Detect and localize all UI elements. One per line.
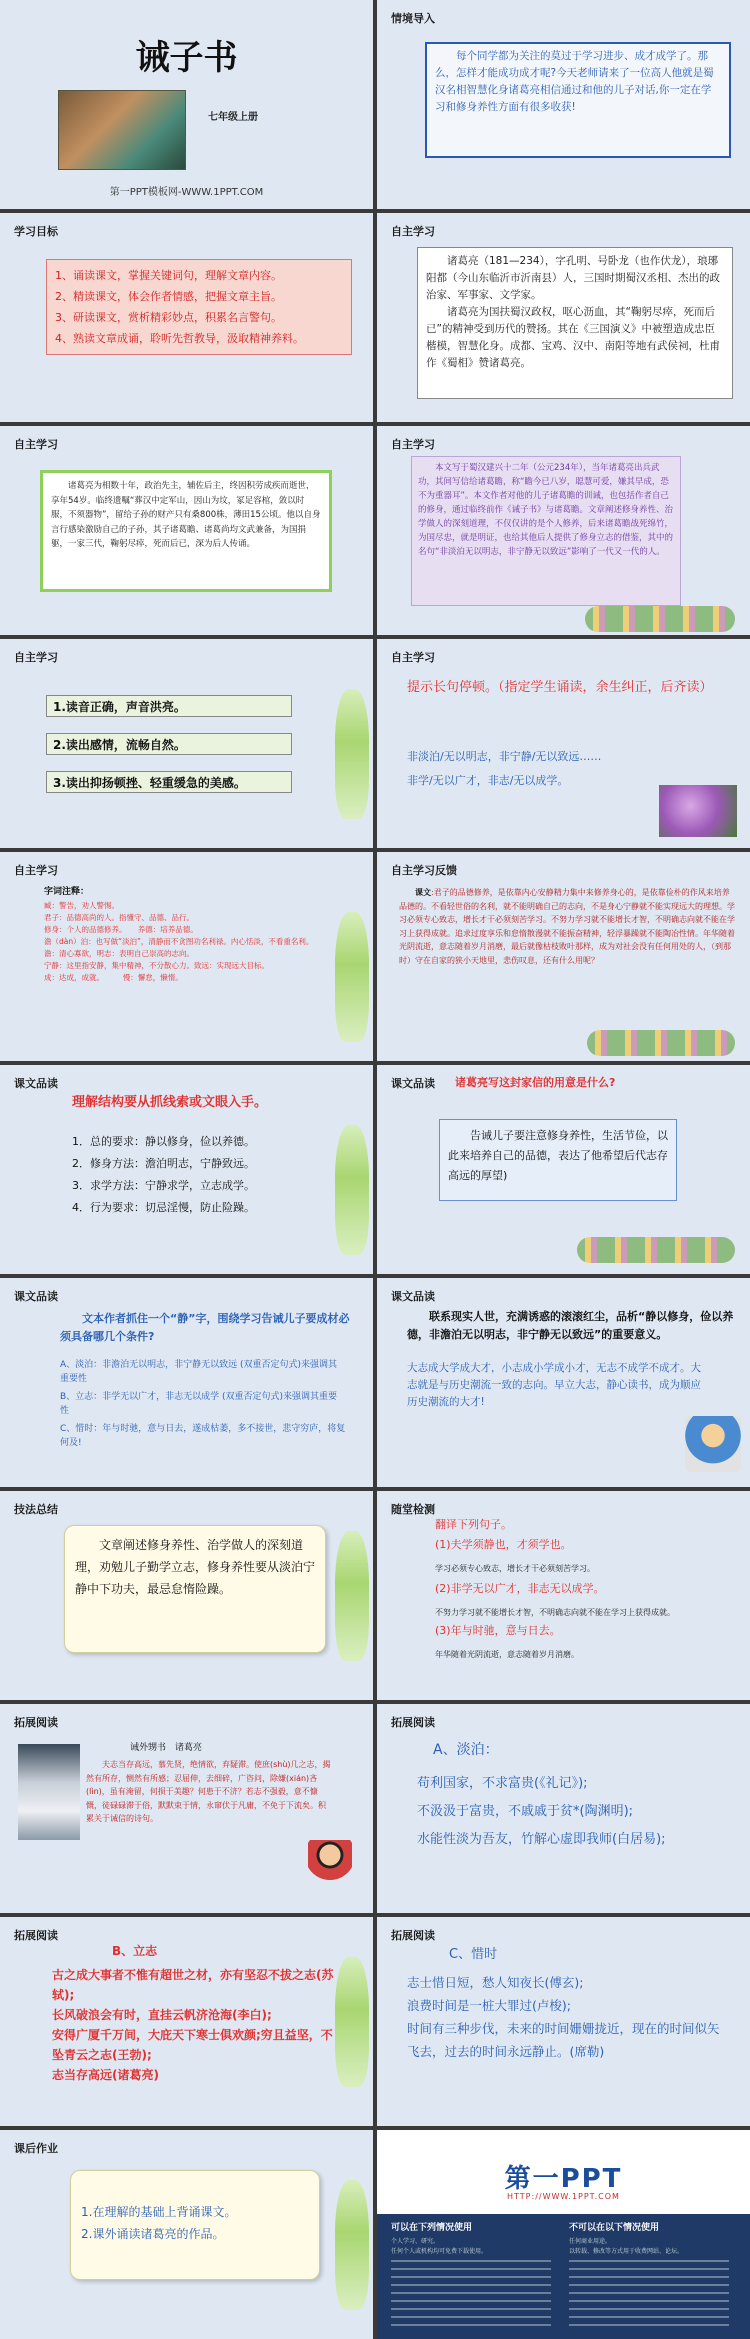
flower-decoration <box>585 606 735 632</box>
reading-item-2 <box>46 733 292 755</box>
forbidden-title: 不可以在以下情况使用 <box>569 2223 660 2233</box>
slide-heading: 课文品读 <box>14 1290 58 1303</box>
homework-item: 2.课外诵读诸葛亮的作品。 <box>81 2227 225 2241</box>
goal-item: 1、诵读课文，掌握关键词句，理解文章内容。 <box>55 269 282 282</box>
ambition-line: 志当存高远(诸葛亮) <box>52 2068 159 2082</box>
slide-heading: 拓展阅读 <box>391 1716 435 1729</box>
link-list-right <box>569 2260 729 2332</box>
notes-subheading: 字词注释： <box>44 887 90 897</box>
ext-poem-title: 诫外甥书 诸葛亮 <box>130 1743 203 1753</box>
slide-pause <box>377 639 750 848</box>
ext-letter-text: 夫志当存高远，慕先贤，绝情欲，弃疑滞。使庶(shù)几之志，揭然有所存，恻然有所感；忍屈伸，去细碎，广咨问，除嫌(xián)吝(lìn)，虽有淹留，何损于美趣？何患于不济？若志不强毅，意不慷慨，徒碌碌滞于俗，默默束于情，永窜伏于凡庸，不免于下流矣。积累关于诫信的诗句。 <box>86 1760 331 1823</box>
slide-ext-ambition <box>0 1917 373 2126</box>
pause-line-1: 非淡泊/无以明志，非宁静/无以致远…… <box>407 750 602 763</box>
feedback-box <box>399 886 735 1034</box>
structure-item: 4．行为要求：切忌淫慢，防止险躁。 <box>72 1201 255 1214</box>
slide-notes <box>0 852 373 1061</box>
note-line: 澹（dàn）泊：也写做“淡泊”，清静而不贪图功名利禄。内心恬淡，不看重名利。澹：清心寡欲，明志：表明自己崇高的志向。 <box>44 937 314 958</box>
slide-heading: 拓展阅读 <box>14 1929 58 1942</box>
pause-tip: 提示长句停顿。（指定学生诵读，余生纠正，后齐读） <box>407 680 713 695</box>
quiz-q3: (3)年与时驰，意与日去。 <box>435 1624 561 1637</box>
reading-item-3 <box>46 771 292 793</box>
background-box <box>411 456 681 606</box>
zhuge-portrait <box>18 1744 80 1840</box>
condition-b: B、立志：非学无以广才，非志无以成学 (双重否定句式)来强调其重要性 <box>60 1392 338 1416</box>
slide-heading: 自主学习 <box>391 225 435 238</box>
summary-text: 文章阐述修身养性、治学做人的深刻道理，劝勉儿子勤学立志，修身养性要从淡泊宁静中下功夫，最忌怠惰险躁。 <box>75 1538 316 1596</box>
slide-heading: 自主学习 <box>14 438 58 451</box>
quiz-a2: 不努力学习就不能增长才智，不明确志向就不能在学习上获得成就。 <box>435 1608 675 1617</box>
flower-decoration <box>587 1030 735 1056</box>
quiz-q1: (1)夫学须静也，才须学也。 <box>435 1538 572 1551</box>
slide-reading <box>0 639 373 848</box>
note-line: 成：达成，成就。 慢：懈怠，懒惰。 <box>44 973 183 982</box>
child-reading-illustration <box>685 1416 741 1472</box>
slide-credits <box>377 2130 750 2339</box>
slide-heading: 课文品读 <box>14 1077 58 1090</box>
link-list-left <box>391 2260 551 2332</box>
structure-title: 理解结构要从抓线索或文眼入手。 <box>72 1095 268 1110</box>
slide-homework <box>0 2130 373 2339</box>
note-line: 宁静：这里指安静，集中精神，不分散心力。致远：实现远大目标。 <box>44 961 269 970</box>
slide-heading: 学习目标 <box>14 225 58 238</box>
brand-url: HTTP://WWW.1PPT.COM <box>507 2192 620 2201</box>
homework-item: 1.在理解的基础上背诵课文。 <box>81 2205 237 2219</box>
slide-heading: 课后作业 <box>14 2142 58 2155</box>
slide-ext-letter <box>0 1704 373 1913</box>
quiz-a3: 年华随着光阴流逝，意志随着岁月消磨。 <box>435 1650 579 1659</box>
feedback-label: 课文 <box>415 888 431 897</box>
cover-illustration <box>58 90 186 170</box>
slide-ext-calm <box>377 1704 750 1913</box>
intent-answer: 告诫儿子要注意修身养性，生活节俭，以此来培养自己的品德，表达了他希望后代志存高远的厚望) <box>448 1129 668 1182</box>
ambition-line: 安得广厦千万间，大庇天下寒士俱欢颜;穷且益坚，不坠青云之志(王勃); <box>52 2028 333 2062</box>
background-text: 本文写于蜀汉建兴十二年（公元234年），当年诸葛亮出兵武功，其间写信给诸葛瞻，称“瞻今已八岁，聪慧可爱，嫌其早成，恐不为重器耳”。本文作者对他的儿子诸葛瞻的训诫，也包括作者自己的修身，通过临终前作《诫子书》与诸葛瞻。文章阐述修身养性、治学做人的深刻道理，不仅仅讲的是个人修养，后来诸葛瞻战死绵竹，为国尽忠，就是明证，也给其他后人提供了修身立志的借鉴，其中的名句“非淡泊无以明志，非宁静无以致远”影响了一代又一代的人。 <box>418 463 674 557</box>
slide-author <box>377 213 750 422</box>
slide-quiz <box>377 1491 750 1700</box>
life-box <box>40 470 332 592</box>
calm-line: 不汲汲于富贵，不戚戚于贫*(陶渊明); <box>417 1804 634 1819</box>
ambition-title: B、立志 <box>112 1944 158 1958</box>
slide-heading: 自主学习 <box>391 438 435 451</box>
slide-heading: 自主学习 <box>14 864 58 877</box>
life-text: 诸葛亮为相数十年，政治先主，辅佐后主，终因积劳成疾而逝世，享年54岁。临终遗嘱“葬汉中定军山，因山为坟，冢足容棺，敛以时服，不须器物”，留给子孙的财产只有桑800株，薄田15公顷。他以自身言行感染激励自己的子孙，其子诸葛瞻、诸葛尚均文武兼备，为国捐躯，一家三代，鞠躬尽瘁，死而后已，深为后人传诵。 <box>51 481 321 549</box>
goal-item: 3、研读课文，赏析精彩妙点，积累名言警句。 <box>55 311 282 324</box>
cover-title: 诫子书 <box>135 38 238 78</box>
reading-item-text: 2.读出感情，流畅自然。 <box>53 738 186 752</box>
structure-item: 3．求学方法：宁静求学，立志成学。 <box>72 1179 255 1192</box>
slide-intent <box>377 1065 750 1274</box>
time-lines <box>407 1971 727 2063</box>
note-line: 修身：个人的品德修养。 养德：培养品德。 <box>44 925 198 934</box>
slide-heading: 拓展阅读 <box>391 1929 435 1942</box>
author-box <box>417 247 733 399</box>
slide-heading: 情境导入 <box>391 12 435 25</box>
intent-answer-box <box>439 1119 677 1201</box>
flower-photo <box>659 785 737 837</box>
conditions-title: 文本作者抓住一个“静”字，围绕学习告诫儿子要成材必须具备哪几个条件? <box>60 1312 350 1343</box>
leaf-decoration <box>335 1125 369 1255</box>
slide-structure <box>0 1065 373 1274</box>
intro-text-box <box>425 42 731 158</box>
slide-heading: 课文品读 <box>391 1290 435 1303</box>
structure-item: 2．修身方法：澹泊明志，宁静致远。 <box>72 1157 255 1170</box>
structure-list <box>72 1131 322 1219</box>
reading-item-text: 3.读出抑扬顿挫、轻重缓急的美感。 <box>53 776 246 790</box>
time-line: 志士惜日短，愁人知夜长(傅玄); <box>407 1975 584 1990</box>
calm-line: 苟利国家，不求富贵(《礼记》); <box>417 1776 588 1791</box>
grade-label: 七年级上册 <box>208 112 258 123</box>
reading-item-text: 1.读音正确，声音洪亮。 <box>53 700 186 714</box>
slide-heading: 自主学习 <box>14 651 58 664</box>
homework-box <box>70 2170 320 2280</box>
cover-footer: 第一PPT模板网-WWW.1PPT.COM <box>109 187 264 198</box>
slide-heading: 自主学习反馈 <box>391 864 457 877</box>
slide-heading: 课文品读 <box>391 1077 435 1090</box>
time-title: C、惜时 <box>449 1947 498 1962</box>
leaf-decoration <box>335 912 369 1042</box>
leaf-decoration <box>335 1957 369 2087</box>
goals-box <box>46 259 352 355</box>
allowed-line: 任何个人或机构均可免费下载使用。 <box>391 2248 488 2255</box>
allowed-line: 个人学习、研究。 <box>391 2238 440 2245</box>
note-line: 臧：警告，劝人警惕。 <box>44 901 119 910</box>
time-line: 浪费时间是一桩大罪过(卢梭); <box>407 1998 571 2013</box>
notes-box <box>44 886 326 1046</box>
forbidden-line: 以转载、修改等方式用于收费网站、论坛。 <box>569 2248 684 2255</box>
quiz-title: 翻译下列句子。 <box>435 1518 512 1531</box>
slide-conditions <box>0 1278 373 1487</box>
intent-question: 诸葛亮写这封家信的用意是什么? <box>455 1076 616 1089</box>
flower-decoration <box>577 1237 735 1263</box>
slide-feedback <box>377 852 750 1061</box>
leaf-decoration <box>335 2180 369 2310</box>
summary-box <box>64 1525 326 1653</box>
calm-title: A、淡泊： <box>433 1742 499 1758</box>
slide-goals <box>0 213 373 422</box>
feedback-text: :君子的品德修养，是依靠内心安静精力集中来修养身心的，是依靠俭朴的作风来培养品德的。不看轻世俗的名利，就不能明确自己的志向，不是身心宁静就不能实现远大的理想。学习必须专心致志，增长才干必须刻苦学习。不努力学习就不能增长才智，不明确志向就不能在学习上获得成就。追求过度享乐和怠惰散漫就不能振奋精神，轻浮暴躁就不能陶冶性情。年华随着光阴流逝，意志随着岁月消磨，最后就像枯枝败叶那样，成为对社会没有任何用处的人，（到那时）守在自家的狭小天地里，悲伤叹息，还有什么用呢？ <box>399 888 735 965</box>
ambition-line: 长风破浪会有时，直挂云帆济沧海(李白); <box>52 2008 272 2022</box>
pause-line-2: 非学/无以广才，非志/无以成学。 <box>407 774 569 787</box>
slide-heading: 技法总结 <box>14 1503 58 1516</box>
credits-panel <box>377 2214 750 2339</box>
slide-background <box>377 426 750 635</box>
goal-item: 2、精读课文，体会作者情感，把握文章主旨。 <box>55 290 282 303</box>
leaf-decoration <box>335 1531 369 1661</box>
brand-logo: 第一PPT <box>504 2164 623 2194</box>
quiz-a1: 学习必须专心致志，增长才干必须刻苦学习。 <box>435 1564 595 1573</box>
condition-a: A、淡泊：非澹泊无以明志，非宁静无以致远 (双重否定句式)来强调其重要性 <box>60 1360 338 1384</box>
ambition-lines <box>52 1965 342 2085</box>
author-p1: 诸葛亮（181—234），字孔明、号卧龙（也作伏龙），琅琊阳都（今山东临沂市沂南县）人，三国时期蜀汉丞相、杰出的政治家、军事家、文学家。 <box>426 255 720 301</box>
meaning-text: 大志成大学成大才，小志成小学成小才，无志不成学不成才。大志就是与历史潮流一致的志向。早立大志，静心读书，成为顺应历史潮流的大才! <box>407 1362 701 1408</box>
slide-meaning <box>377 1278 750 1487</box>
slide-ext-time <box>377 1917 750 2126</box>
quiz-q2: (2)非学无以广才，非志无以成学。 <box>435 1582 605 1595</box>
note-line: 君子：品德高尚的人。指懂守、品德、品行。 <box>44 913 194 922</box>
time-line: 时间有三种步伐，未来的时间姗姗拢近，现在的时间似矢飞去，过去的时间永远静止。(席勒) <box>407 2021 720 2059</box>
intro-text: 每个同学都为关注的莫过于学习进步、成才成学了。那么，怎样才能成功成才呢?今天老师请来了一位高人他就是蜀汉名相智慧化身诸葛亮相信通过和他的儿子对话,你一定在学习和修身养性方面有很多收获! <box>435 50 714 113</box>
slide-summary <box>0 1491 373 1700</box>
slide-heading: 拓展阅读 <box>14 1716 58 1729</box>
ambition-line: 古之成大事者不惟有超世之材，亦有坚忍不拔之志(苏轼); <box>52 1968 334 2002</box>
slide-heading: 自主学习 <box>391 651 435 664</box>
slide-heading: 随堂检测 <box>391 1503 435 1516</box>
forbidden-line: 任何商业用途。 <box>569 2238 612 2245</box>
slide-cover <box>0 0 373 209</box>
leaf-decoration <box>335 689 369 819</box>
meaning-title: 联系现实人世，充满诱惑的滚滚红尘，品析“静以修身，俭以养德，非澹泊无以明志，非宁静无以致远”的重要意义。 <box>407 1310 734 1341</box>
reading-item-1 <box>46 695 292 717</box>
calm-line: 水能性淡为吾友，竹解心虚即我师(白居易); <box>417 1832 666 1847</box>
slide-intro <box>377 0 750 209</box>
condition-c: C、惜时：年与时驰，意与日去，遂成枯萎，多不接世，悲守穷庐，将复何及! <box>60 1424 346 1448</box>
allowed-title: 可以在下列情况使用 <box>391 2223 473 2233</box>
structure-item: 1．总的要求：静以修身，俭以养德。 <box>72 1135 255 1148</box>
child-cartoon <box>308 1840 352 1890</box>
goal-item: 4、熟读文章成诵，聆听先哲教导，汲取精神养料。 <box>55 332 304 345</box>
slide-life <box>0 426 373 635</box>
author-p2: 诸葛亮为国扶蜀汉政权，呕心沥血，其“鞠躬尽瘁，死而后已”的精神受到历代的赞扬。其在《三国演义》中被塑造成忠臣楷模，智慧化身。成都、宝鸡、汉中、南阳等地有武侯祠，杜甫作《蜀相》赞诸葛亮。 <box>426 306 720 369</box>
